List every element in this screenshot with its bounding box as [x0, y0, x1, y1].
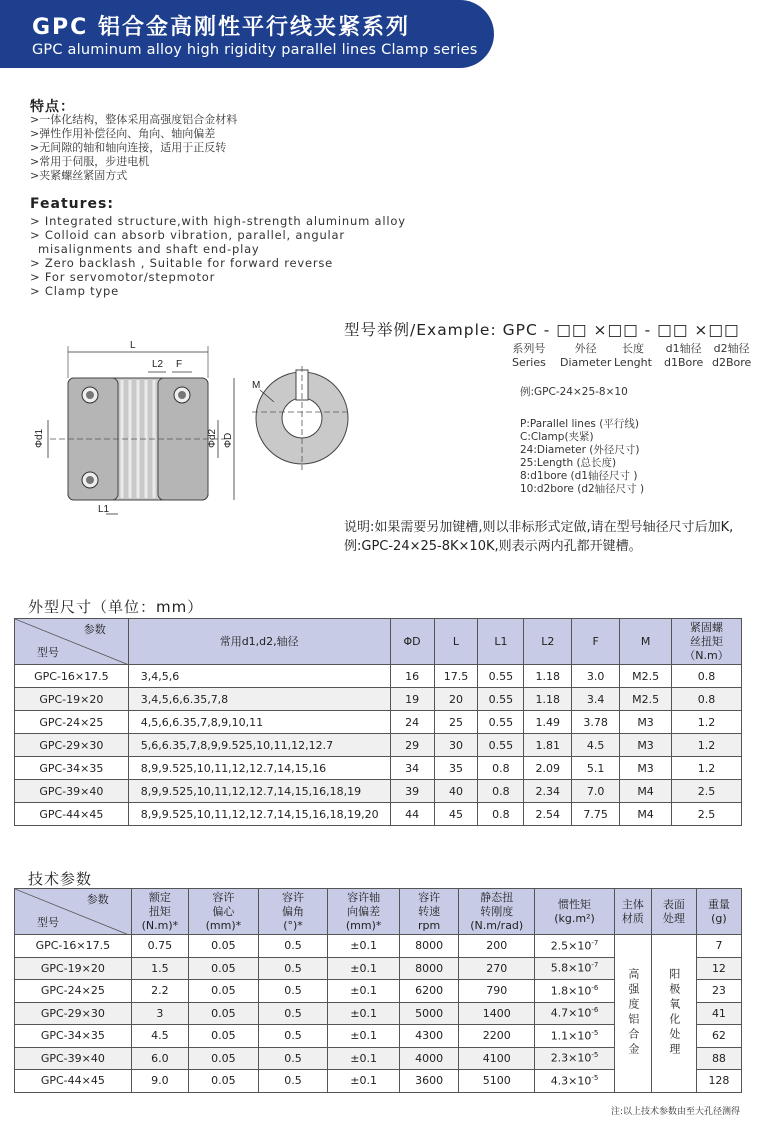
- inertia-base: 1.1×10: [550, 1029, 592, 1043]
- table-cell: 0.05: [189, 1002, 259, 1025]
- features-en-item: > For servomotor/stepmotor: [30, 270, 216, 284]
- table-cell: 2.34: [524, 780, 572, 803]
- table-cell: 0.55: [478, 688, 524, 711]
- inertia-cell: [535, 957, 615, 980]
- col-header: 容许轴 向偏差 (mm)*: [328, 889, 400, 935]
- features-cn-item: >夹紧螺丝紧固方式: [30, 169, 128, 182]
- features-en-list: [30, 214, 406, 298]
- weight-cell: 128: [696, 1070, 741, 1093]
- inertia-cell: [535, 1025, 615, 1048]
- table-cell: 0.55: [478, 665, 524, 688]
- table-cell: 0.5: [258, 957, 328, 980]
- example-sample: 例:GPC-24×25-8×10: [520, 386, 628, 398]
- table-cell: 1.2: [672, 711, 742, 734]
- dim-table-body: [15, 665, 742, 826]
- inertia-cell: [535, 935, 615, 958]
- keyway-note: [344, 518, 733, 556]
- table-row: [15, 780, 742, 803]
- table-cell: 0.05: [189, 1025, 259, 1048]
- table-cell: 45: [434, 803, 478, 826]
- table-cell: M2.5: [620, 688, 672, 711]
- example-label-diameter: [560, 342, 611, 370]
- header-line: 紧固螺: [690, 620, 723, 634]
- dim-label-D: ΦD: [223, 432, 234, 448]
- col-header: 静态扭 转刚度 (N.m/rad): [459, 889, 535, 935]
- table-cell: 0.05: [189, 1047, 259, 1070]
- table-cell: 40: [434, 780, 478, 803]
- table-cell: 0.5: [258, 1025, 328, 1048]
- table-cell: 3.4: [572, 688, 620, 711]
- table-row: [15, 688, 742, 711]
- weight-cell: 88: [696, 1047, 741, 1070]
- legend-item: 24:Diameter (外径尺寸): [520, 444, 640, 456]
- example-title: 型号举例/Example: GPC - □□ ×□□ - □□ ×□□: [344, 321, 740, 339]
- dim-label-d2: Φd2: [207, 428, 218, 448]
- table-cell: 0.05: [189, 1070, 259, 1093]
- corner-bottom: 型号: [37, 646, 59, 659]
- note-line: 说明:如果需要另加键槽,则以非标形式定做,请在型号轴径尺寸后加K,: [344, 520, 734, 535]
- col-header: 主体 材质: [614, 889, 651, 935]
- inertia-cell: [535, 1070, 615, 1093]
- inertia-base: 2.3×10: [550, 1052, 592, 1066]
- col-header: 额定 扭矩 (N.m)*: [131, 889, 188, 935]
- table-cell: ±0.1: [328, 1025, 400, 1048]
- model-cell: GPC-39×40: [15, 780, 129, 803]
- table-cell: 200: [459, 935, 535, 958]
- model-cell: GPC-29×30: [15, 1002, 132, 1025]
- table-cell: 19: [390, 688, 434, 711]
- dim-label-L1: L1: [98, 504, 110, 515]
- inertia-base: 2.5×10: [550, 939, 592, 953]
- table-cell: 35: [434, 757, 478, 780]
- weight-cell: 62: [696, 1025, 741, 1048]
- tech-table-corner: [15, 889, 132, 935]
- col-header: 重量 (g): [696, 889, 741, 935]
- table-cell: 7.75: [572, 803, 620, 826]
- dim-label-L: L: [130, 340, 136, 351]
- example-legend: [520, 418, 644, 496]
- legend-item: C:Clamp(夹紧): [520, 431, 594, 443]
- features-en-title: Features:: [30, 196, 114, 212]
- features-cn-item: >无间隙的轴和轴向连接，适用于正反转: [30, 141, 227, 154]
- table-cell: 270: [459, 957, 535, 980]
- example-label-en: Diameter: [560, 356, 612, 369]
- inertia-exponent: -7: [591, 961, 599, 970]
- model-cell: GPC-34×35: [15, 757, 129, 780]
- features-cn-item: >弹性作用补偿径向、角向、轴向偏差: [30, 127, 216, 140]
- table-cell: 2200: [459, 1025, 535, 1048]
- example-label-cn: d2轴径: [713, 342, 750, 355]
- table-cell: 1.2: [672, 734, 742, 757]
- table-cell: 8,9,9.525,10,11,12,12.7,14,15,16,18,19: [128, 780, 390, 803]
- table-cell: 0.8: [478, 780, 524, 803]
- table-cell: 4.5: [131, 1025, 188, 1048]
- title-en: GPC aluminum alloy high rigidity parallel lines Clamp series: [32, 42, 478, 58]
- table-cell: 44: [390, 803, 434, 826]
- table-cell: 29: [390, 734, 434, 757]
- table-cell: 1.18: [524, 665, 572, 688]
- example-label-cn: d1轴径: [665, 342, 702, 355]
- model-cell: GPC-24×25: [15, 980, 132, 1003]
- features-cn-title: 特点：: [30, 99, 75, 115]
- inertia-exponent: -6: [591, 1006, 599, 1015]
- table-cell: 0.8: [672, 688, 742, 711]
- model-cell: GPC-44×45: [15, 803, 129, 826]
- header-line: （N.m）: [684, 648, 729, 662]
- features-en-item: > Integrated structure,with high-strength aluminum alloy: [30, 214, 406, 228]
- features-en-item: > Zero backlash , Suitable for forward reverse: [30, 256, 334, 270]
- table-cell: 7.0: [572, 780, 620, 803]
- table-cell: 8000: [399, 935, 458, 958]
- table-cell: 2.2: [131, 980, 188, 1003]
- weight-cell: 12: [696, 957, 741, 980]
- features-cn-list: [30, 113, 237, 183]
- table-cell: M3: [620, 734, 672, 757]
- col-header: M: [620, 619, 672, 665]
- table-cell: 0.55: [478, 734, 524, 757]
- model-cell: GPC-19×20: [15, 957, 132, 980]
- inertia-cell: [535, 1002, 615, 1025]
- table-cell: ±0.1: [328, 1002, 400, 1025]
- table-cell: ±0.1: [328, 935, 400, 958]
- table-cell: 9.0: [131, 1070, 188, 1093]
- table-cell: M4: [620, 780, 672, 803]
- table-cell: 5.1: [572, 757, 620, 780]
- legend-item: 10:d2bore (d2轴径尺寸 ): [520, 483, 645, 495]
- table-cell: 30: [434, 734, 478, 757]
- table-row: [15, 711, 742, 734]
- table-cell: 0.8: [672, 665, 742, 688]
- table-cell: 0.05: [189, 957, 259, 980]
- col-header: 容许 偏角 (°)*: [258, 889, 328, 935]
- table-cell: 0.8: [478, 803, 524, 826]
- note-line: 例:GPC-24×25-8K×10K,则表示两内孔都开键槽。: [344, 539, 642, 554]
- dim-table-corner: [15, 619, 129, 665]
- legend-item: 25:Length (总长度): [520, 457, 617, 469]
- model-cell: GPC-34×35: [15, 1025, 132, 1048]
- table-cell: 5100: [459, 1070, 535, 1093]
- col-header-torque: [672, 619, 742, 665]
- table-cell: M3: [620, 757, 672, 780]
- table-cell: ±0.1: [328, 980, 400, 1003]
- example-label-length: [614, 342, 652, 370]
- model-cell: GPC-44×45: [15, 1070, 132, 1093]
- header-line: 丝扭矩: [690, 634, 723, 648]
- table-cell: 3.0: [572, 665, 620, 688]
- table-cell: 1400: [459, 1002, 535, 1025]
- table-cell: 1.18: [524, 688, 572, 711]
- table-cell: 790: [459, 980, 535, 1003]
- title-cn: GPC 铝合金高刚性平行线夹紧系列: [32, 15, 410, 40]
- col-header: F: [572, 619, 620, 665]
- coupling-drawing: [20, 330, 350, 530]
- col-header: 容许 转速 rpm: [399, 889, 458, 935]
- model-cell: GPC-19×20: [15, 688, 129, 711]
- table-cell: 2.5: [672, 780, 742, 803]
- table-cell: 3600: [399, 1070, 458, 1093]
- table-cell: ±0.1: [328, 957, 400, 980]
- table-cell: 3,4,5,6,6.35,7,8: [128, 688, 390, 711]
- example-label-en: Series: [512, 356, 546, 369]
- dim-table: [14, 618, 742, 826]
- table-cell: 6200: [399, 980, 458, 1003]
- model-cell: GPC-24×25: [15, 711, 129, 734]
- table-cell: 3.78: [572, 711, 620, 734]
- col-header: ΦD: [390, 619, 434, 665]
- table-cell: 17.5: [434, 665, 478, 688]
- inertia-base: 5.8×10: [550, 962, 592, 976]
- example-label-d2: [712, 342, 751, 370]
- table-cell: 8,9,9.525,10,11,12,12.7,14,15,16: [128, 757, 390, 780]
- dim-label-L2: L2: [152, 359, 164, 370]
- corner-bottom: 型号: [37, 916, 59, 929]
- table-cell: 0.5: [258, 935, 328, 958]
- table-cell: 0.5: [258, 1002, 328, 1025]
- table-cell: 0.5: [258, 1047, 328, 1070]
- table-cell: 0.8: [478, 757, 524, 780]
- table-cell: 20: [434, 688, 478, 711]
- corner-top: 参数: [83, 623, 106, 636]
- col-header: 表面 处理: [651, 889, 696, 935]
- col-header: 容许 偏心 (mm)*: [189, 889, 259, 935]
- tech-table-title: 技术参数: [28, 870, 93, 888]
- features-en-item: misalignments and shaft end-play: [38, 242, 260, 256]
- model-cell: GPC-16×17.5: [15, 935, 132, 958]
- inertia-exponent: -5: [591, 1051, 599, 1060]
- footnote: 注:以上技术参数由至大孔径测得: [610, 1107, 740, 1117]
- dim-label-d1: Φd1: [34, 428, 45, 448]
- table-cell: 4.5: [572, 734, 620, 757]
- inertia-exponent: -5: [591, 1028, 599, 1037]
- col-header: 常用d1,d2,轴径: [128, 619, 390, 665]
- inertia-base: 4.3×10: [550, 1074, 592, 1088]
- col-header: L2: [524, 619, 572, 665]
- weight-cell: 41: [696, 1002, 741, 1025]
- features-cn-item: >一体化结构，整体采用高强度铝合金材料: [30, 113, 238, 126]
- table-row: [15, 665, 742, 688]
- inertia-exponent: -6: [591, 983, 599, 992]
- example-label-cn: 外径: [574, 342, 597, 355]
- inertia-base: 4.7×10: [550, 1007, 592, 1021]
- table-cell: 8000: [399, 957, 458, 980]
- table-row: [15, 935, 742, 958]
- table-cell: ±0.1: [328, 1070, 400, 1093]
- table-cell: 2.09: [524, 757, 572, 780]
- table-cell: 5000: [399, 1002, 458, 1025]
- table-cell: 1.81: [524, 734, 572, 757]
- table-cell: 0.05: [189, 935, 259, 958]
- table-cell: M4: [620, 803, 672, 826]
- example-label-en: d1Bore: [664, 356, 704, 369]
- material-cell: [614, 935, 651, 1093]
- table-row: [15, 757, 742, 780]
- table-cell: 3,4,5,6: [128, 665, 390, 688]
- inertia-base: 1.8×10: [550, 984, 592, 998]
- surface-text: 阳极氧化处理: [667, 968, 681, 1059]
- table-cell: 16: [390, 665, 434, 688]
- tech-table-body: [15, 935, 742, 1093]
- dim-table-title: 外型尺寸（单位：mm）: [28, 598, 204, 616]
- table-cell: 24: [390, 711, 434, 734]
- features-cn-item: >常用于伺服，步进电机: [30, 155, 150, 168]
- table-cell: 0.75: [131, 935, 188, 958]
- corner-top: 参数: [86, 893, 109, 906]
- example-label-en: d2Bore: [712, 356, 752, 369]
- model-cell: GPC-16×17.5: [15, 665, 129, 688]
- table-cell: M2.5: [620, 665, 672, 688]
- example-label-cn: 长度: [621, 342, 644, 355]
- table-cell: 1.2: [672, 757, 742, 780]
- inertia-exponent: -7: [591, 938, 599, 947]
- example-label-series: [512, 342, 546, 370]
- title-banner: [0, 0, 494, 68]
- col-header: L1: [478, 619, 524, 665]
- table-row: [15, 803, 742, 826]
- table-cell: 5,6,6.35,7,8,9,9.525,10,11,12,12.7: [128, 734, 390, 757]
- features-en-item: > Colloid can absorb vibration, parallel, angular: [30, 228, 345, 242]
- weight-cell: 23: [696, 980, 741, 1003]
- table-cell: 4100: [459, 1047, 535, 1070]
- inertia-exponent: -5: [591, 1073, 599, 1082]
- example-label-cn: 系列号: [512, 342, 546, 355]
- weight-cell: 7: [696, 935, 741, 958]
- legend-item: P:Parallel lines (平行线): [520, 418, 639, 430]
- col-header: 惯性矩 (kg.m²): [535, 889, 615, 935]
- table-cell: 34: [390, 757, 434, 780]
- model-cell: GPC-39×40: [15, 1047, 132, 1070]
- table-cell: 25: [434, 711, 478, 734]
- table-cell: 0.05: [189, 980, 259, 1003]
- table-cell: 6.0: [131, 1047, 188, 1070]
- table-cell: 0.55: [478, 711, 524, 734]
- features-en-item: > Clamp type: [30, 284, 120, 298]
- inertia-cell: [535, 1047, 615, 1070]
- table-cell: 3: [131, 1002, 188, 1025]
- model-cell: GPC-29×30: [15, 734, 129, 757]
- table-cell: 2.54: [524, 803, 572, 826]
- table-cell: 2.5: [672, 803, 742, 826]
- table-cell: 39: [390, 780, 434, 803]
- table-cell: M3: [620, 711, 672, 734]
- table-cell: 1.49: [524, 711, 572, 734]
- table-cell: 4000: [399, 1047, 458, 1070]
- dim-label-F: F: [176, 359, 183, 370]
- inertia-cell: [535, 980, 615, 1003]
- table-cell: 8,9,9.525,10,11,12,12.7,14,15,16,18,19,20: [128, 803, 390, 826]
- example-label-d1: [664, 342, 703, 370]
- example-label-en: Lenght: [614, 356, 652, 369]
- surface-cell: [651, 935, 696, 1093]
- table-row: [15, 734, 742, 757]
- table-cell: 0.5: [258, 980, 328, 1003]
- table-cell: 0.5: [258, 1070, 328, 1093]
- tech-table: [14, 888, 742, 1093]
- table-cell: 4,5,6,6.35,7,8,9,10,11: [128, 711, 390, 734]
- table-cell: ±0.1: [328, 1047, 400, 1070]
- table-cell: 1.5: [131, 957, 188, 980]
- table-cell: 4300: [399, 1025, 458, 1048]
- col-header: L: [434, 619, 478, 665]
- dim-label-M: M: [252, 380, 261, 391]
- material-text: 高强度铝合金: [626, 968, 640, 1059]
- legend-item: 8:d1bore (d1轴径尺寸 ): [520, 470, 638, 482]
